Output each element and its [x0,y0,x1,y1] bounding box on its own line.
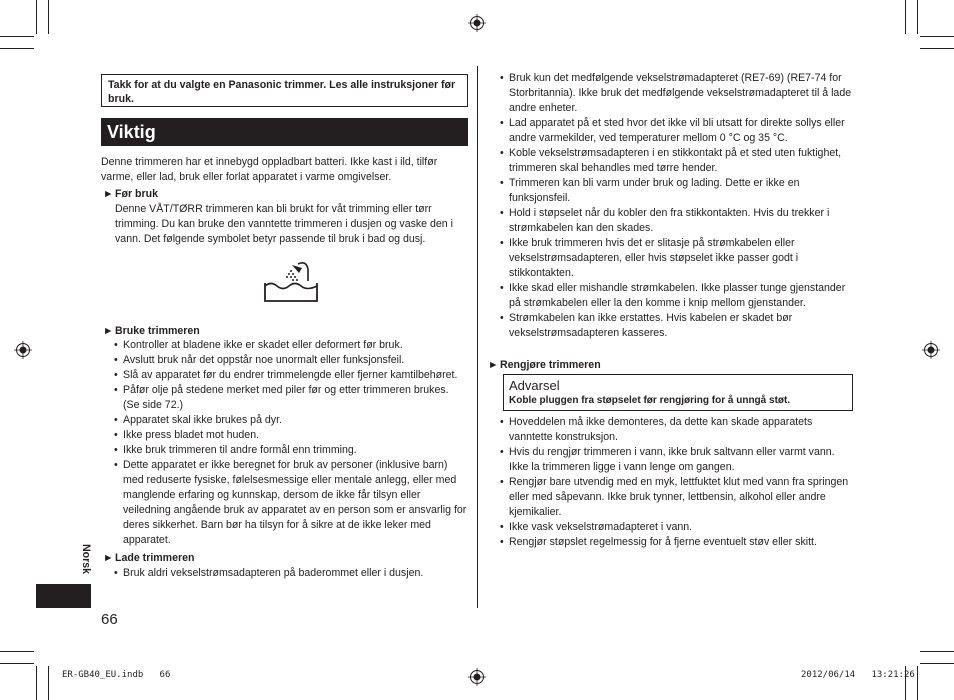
subheading-label: Rengjøre trimmeren [500,359,601,371]
crop-mark [917,0,918,34]
list-item: • Apparatet skal ikke brukes på dyr. [114,414,282,426]
subheading-label: Bruke trimmeren [115,325,200,337]
list-item: • Ikke bruk trimmeren til andre formål enn trimming. [114,444,357,456]
list-item: • Hold i støpselet når du kobler den fra stikkontakten. Hvis du trekker i strømkabelen kan den skades. [500,207,830,234]
registration-mark-icon [468,668,486,686]
list-item: • Hvis du rengjør trimmeren i vann, ikke bruk saltvann eller varmt vann. Ikke la trimmeren ligge i vann lenge om gangen. [500,446,835,473]
crop-mark [920,36,954,37]
list-item: • Koble vekselstrømsadapteren i en stikkontakt på et sted uten fuktighet, trimmeren skal behandles med tørre hender. [500,147,842,174]
subheading-for-bruk [103,187,158,201]
warning-text: Koble pluggen fra støpselet før rengjøring for å unngå støt. [509,395,791,406]
list-item: • Påfør olje på stedene merket med piler før og etter trimmeren brukes. (Se side 72.) [114,384,449,411]
rengjore-list [500,415,856,550]
crop-mark [36,0,37,34]
list-item: • Bruk kun det medfølgende vekselstrømadapteret (RE7-69) (RE7-74 for Storbritannia). Ikke bruk det medfølgende vekselstrømadapteret til å lade andre enheter. [500,72,852,114]
list-item: • Rengjør støpslet regelmessig for å fjerne eventuelt støv eller skitt. [500,536,817,548]
list-item: • Trimmeren kan bli varm under bruk og lading. Dette er ikke en funksjonsfeil. [500,177,800,204]
lade-trimmeren-list-continued [500,71,854,341]
language-tab [36,584,91,608]
crop-mark [920,48,954,49]
warning-box [503,374,853,411]
crop-mark [905,0,906,34]
subheading-lade-trimmeren [103,551,194,565]
subheading-rengjore-trimmeren [488,358,601,372]
language-tab-label: Norsk [80,544,92,575]
registration-mark-icon [922,341,940,359]
crop-mark [0,651,34,652]
list-item: • Ikke bruk trimmeren hvis det er slitasje på strømkabelen eller vekselstrømsadapteren, eller hvis støpselet ikke passer godt i stikkontakten. [500,237,799,279]
page-number: 66 [101,611,118,628]
crop-mark [0,48,34,49]
footer-timestamp: 2012/06/14 13:21:26 [801,670,915,680]
subheading-label: Før bruk [115,188,158,200]
list-item: • Strømkabelen kan ikke erstattes. Hvis kabelen er skadet bør vekselstrømsadapteren kasseres. [500,312,793,339]
subheading-bruke-trimmeren [103,324,200,338]
registration-mark-icon [468,14,486,32]
arrow-icon: ► [103,325,114,337]
list-item: • Hoveddelen må ikke demonteres, da dette kan skade apparatets vanntette konstruksjon. [500,416,813,443]
registration-mark-icon [14,341,32,359]
shower-bath-icon [262,259,320,305]
warning-title: Advarsel [509,378,560,393]
lead-paragraph: Denne trimmeren har et innebygd oppladbart batteri. Ikke kast i ild, tilfør varme, eller lad, bruk eller forlat apparatet i varme omgivelser. [101,156,438,183]
crop-mark [920,663,954,664]
crop-mark [917,666,918,700]
list-item: • Bruk aldri vekselstrømsadapteren på baderommet eller i dusjen. [114,567,424,579]
column-divider [477,66,478,608]
crop-mark [48,0,49,34]
section-heading-viktig: Viktig [101,118,468,146]
for-bruk-text: Denne VÅT/TØRR trimmeren kan bli brukt for våt trimming eller tørr trimming. Du kan bruke den vanntette trimmeren i dusjen og vaske den i vann. Det følgende symbolet betyr passende til bruk i bad og dusj. [115,203,453,245]
list-item: • Avslutt bruk når det oppstår noe unormalt eller funksjonsfeil. [114,354,405,366]
list-item: • Lad apparatet på et sted hvor det ikke vil bli utsatt for direkte sollys eller andre varmekilder, ved temperaturer mellom 0 °C og 35 °C. [500,117,845,144]
crop-mark [920,651,954,652]
list-item: • Rengjør bare utvendig med en myk, lettfuktet klut med vann fra springen eller med såpevann. Ikke bruk tynner, lettbensin, alkohol eller andre kjemikalier. [500,476,849,518]
lade-trimmeren-list [114,566,468,581]
list-item: • Slå av apparatet før du endrer trimmelengde eller fjerner kamtilbehøret. [114,369,458,381]
crop-mark [48,666,49,700]
list-item: • Ikke press bladet mot huden. [114,429,260,441]
intro-notice: Takk for at du valgte en Panasonic trimmer. Les alle instruksjoner før bruk. [101,74,468,107]
list-item: • Ikke skad eller mishandle strømkabelen. Ikke plasser tunge gjenstander på strømkabelen eller la den komme i knip mellom gjenstander. [500,282,846,309]
list-item: • Dette apparatet er ikke beregnet for bruk av personer (inklusive barn) med reduserte fysiske, følelsesmessige eller mentale anlegg, eller med manglende erfaring og kunnskap, dersom de ikke får tilsyn eller veiledning angående bruk av apparatet av en person som er ansvarlig for deres sikkerhet. Barn bør ha tilsyn for å sikre at de ikke leker med apparatet. [114,459,467,546]
list-item: • Ikke vask vekselstrømadapteret i vann. [500,521,693,533]
arrow-icon: ► [488,359,499,371]
crop-mark [36,666,37,700]
arrow-icon: ► [103,188,114,200]
bruke-trimmeren-list [114,338,468,548]
footer-file-info: ER-GB40_EU.indb 66 [62,670,171,680]
crop-mark [0,663,34,664]
subheading-label: Lade trimmeren [115,552,195,564]
list-item: • Kontroller at bladene ikke er skadet eller deformert før bruk. [114,339,403,351]
arrow-icon: ► [103,552,114,564]
crop-mark [0,36,34,37]
